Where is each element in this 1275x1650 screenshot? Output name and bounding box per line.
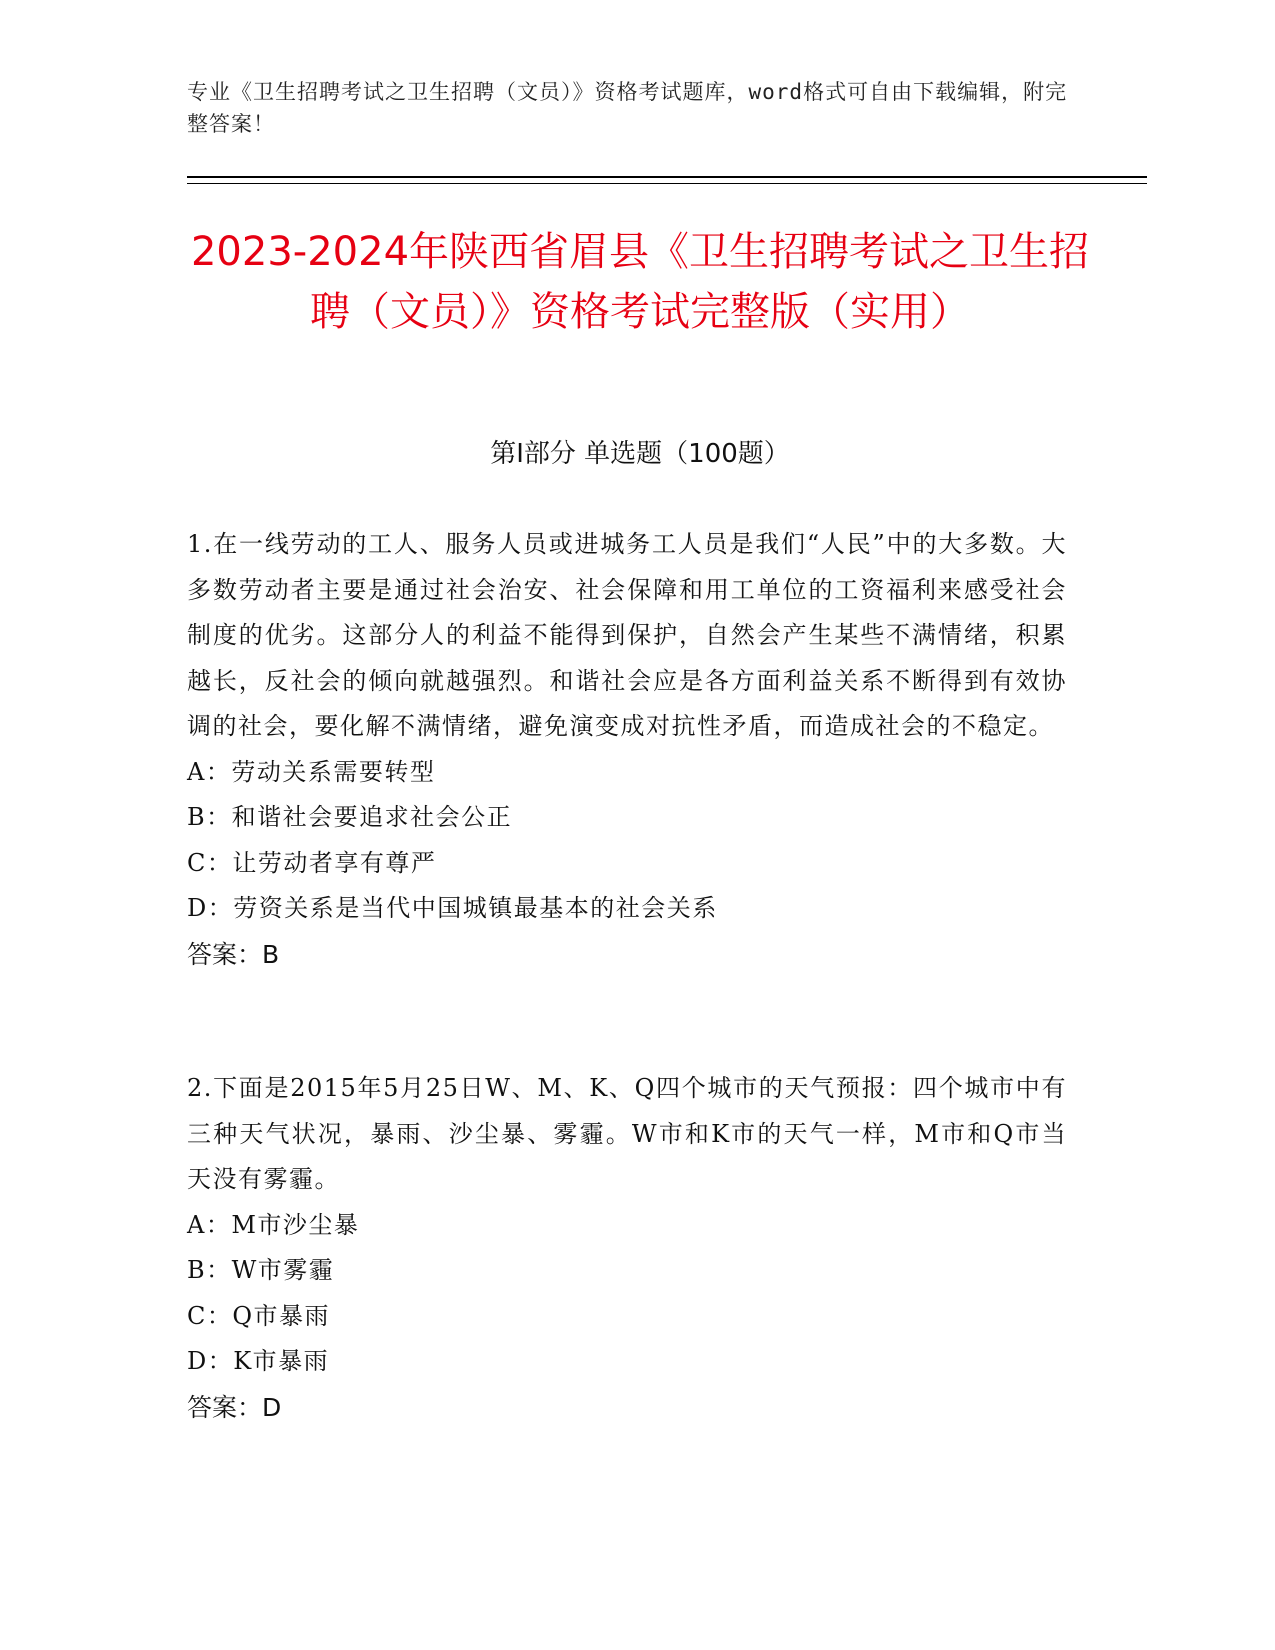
document-title: 2023-2024年陕西省眉县《卫生招聘考试之卫生招聘（文员）》资格考试完整版（实用） bbox=[190, 229, 1090, 335]
question-stem: 2.下面是2015年5月25日W、M、K、Q四个城市的天气预报：四个城市中有三种天气状况，暴雨、沙尘暴、雾霾。W市和K市的天气一样，M市和Q市当天没有雾霾。 bbox=[187, 1074, 1067, 1193]
header-divider-thick bbox=[187, 176, 1147, 178]
answer: 答案：D bbox=[187, 1392, 282, 1422]
option-a: A：劳动关系需要转型 bbox=[187, 757, 436, 786]
question-stem: 1.在一线劳动的工人、服务人员或进城务工人员是我们“人民”中的大多数。大多数劳动者主要是通过社会治安、社会保障和用工单位的工资福利来感受社会制度的优劣。这部分人的利益不能得到保护，自然会产生某些不满情绪，积累越长，反社会的倾向就越强烈。和谐社会应是各方面利益关系不断得到有效协调的社会，要化解不满情绪，避免演变成对抗性矛盾，而造成社会的不稳定。 bbox=[187, 530, 1067, 740]
option-b: B：和谐社会要追求社会公正 bbox=[187, 803, 513, 831]
question-1 bbox=[187, 522, 1067, 977]
option-c: C：Q市暴雨 bbox=[187, 1301, 331, 1330]
header-note: 专业《卫生招聘考试之卫生招聘（文员）》资格考试题库，word格式可自由下载编辑，附完整答案！ bbox=[187, 80, 1068, 136]
header-divider-thin bbox=[187, 183, 1147, 184]
option-b: B：W市雾霾 bbox=[187, 1256, 335, 1284]
option-d: D：劳资关系是当代中国城镇最基本的社会关系 bbox=[187, 894, 718, 922]
option-c: C：让劳动者享有尊严 bbox=[187, 848, 437, 877]
section-title: 第I部分 单选题（100题） bbox=[490, 439, 790, 469]
option-a: A：M市沙尘暴 bbox=[187, 1210, 360, 1239]
question-2 bbox=[187, 1066, 1067, 1430]
option-d: D：K市暴雨 bbox=[187, 1347, 330, 1375]
answer: 答案：B bbox=[187, 939, 280, 969]
